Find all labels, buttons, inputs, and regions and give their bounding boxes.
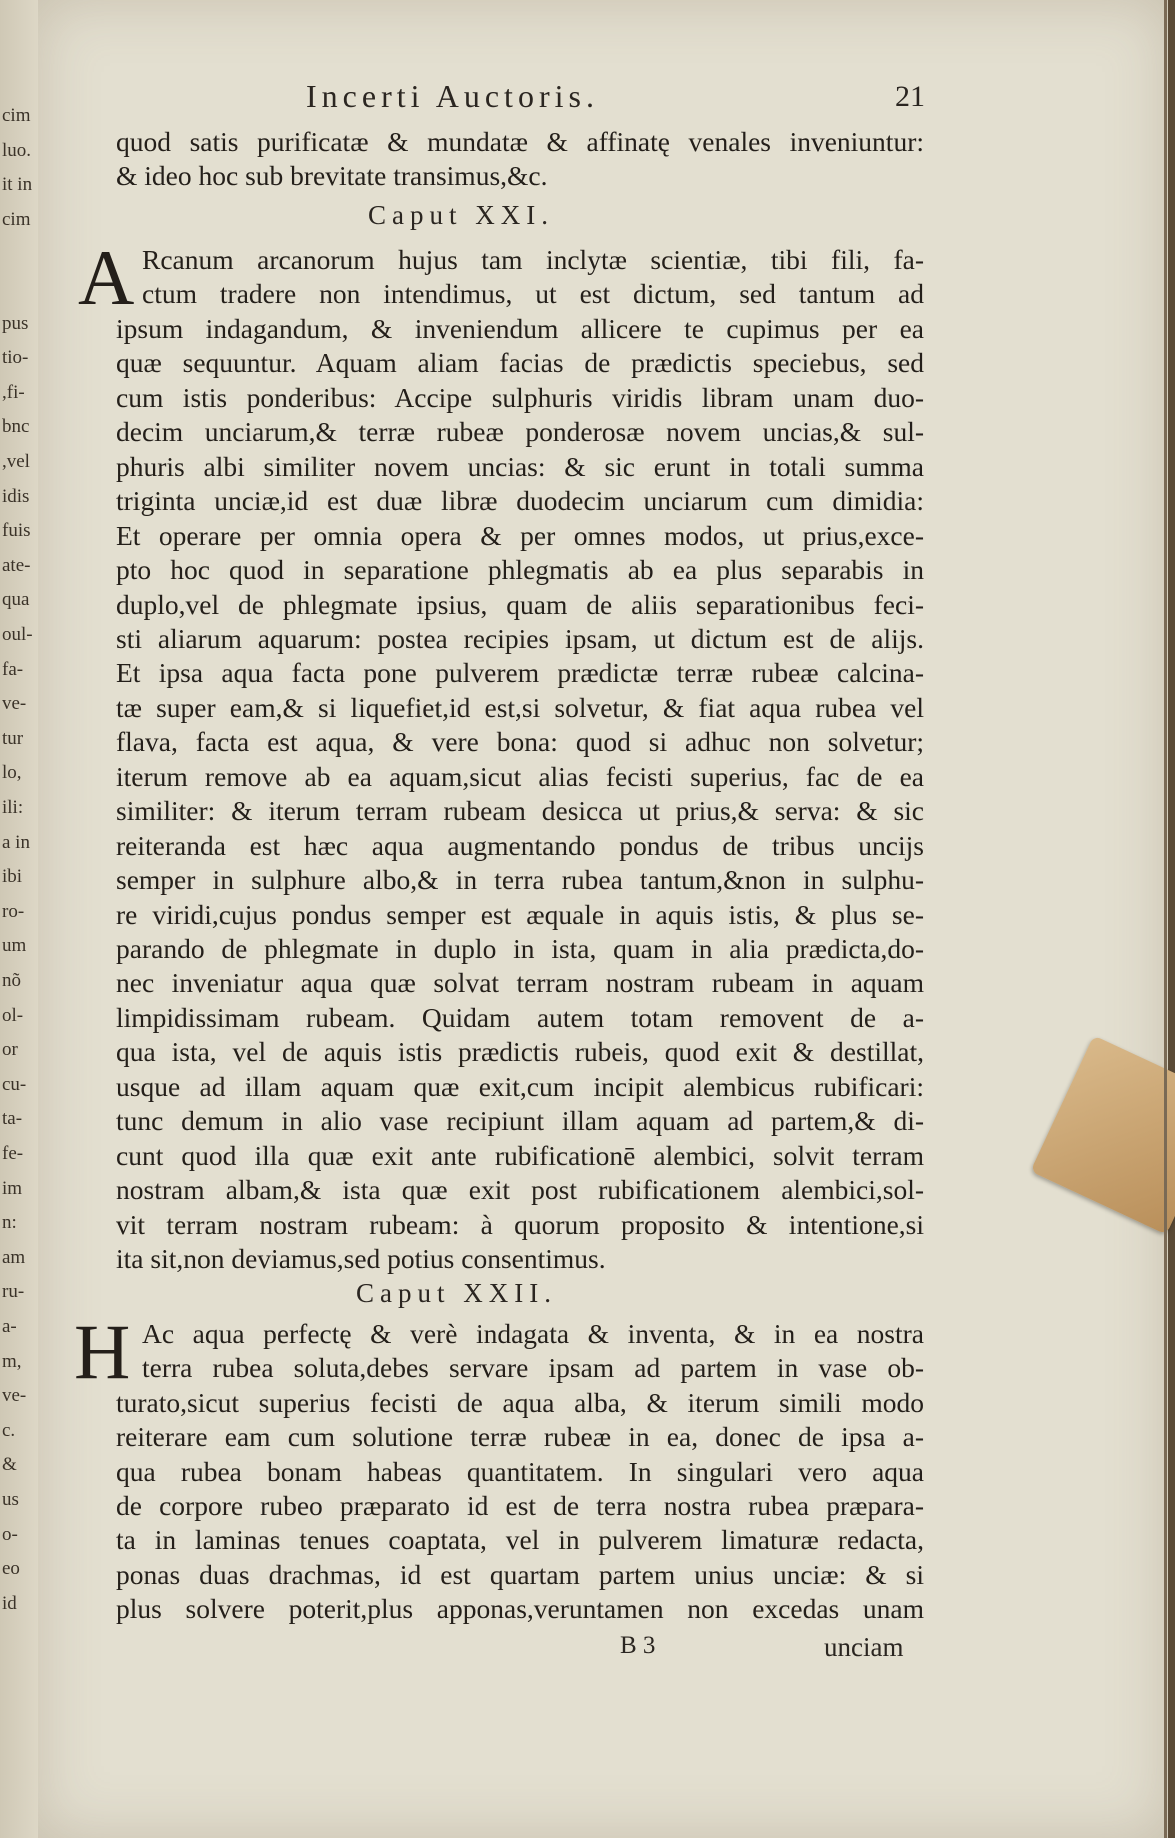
gutter-fragment: tur <box>2 727 24 749</box>
text-line: pto hoc quod in separatione phlegmatis ab ea plus separabis in <box>116 554 924 586</box>
text-line: tunc demum in alio vase recipiunt illam aquam ad partem,& di- <box>116 1105 924 1137</box>
catchword: unciam <box>824 1632 904 1662</box>
text-line: qua ista, vel de aquis istis prædictis rubeis, quod exit & destillat, <box>116 1036 924 1068</box>
text-line: duplo,vel de phlegmate ipsius, quam de aliis separationibus feci- <box>116 588 924 620</box>
chapter-21-heading: Caput XXI. <box>368 200 554 230</box>
text-line: quæ sequuntur. Aquam aliam facias de prædictis speciebus, sed <box>116 347 924 379</box>
text-line: similiter: & iterum terram rubeam desicca ut prius,& serva: & sic <box>116 795 924 827</box>
gutter-fragment: a in <box>2 831 30 853</box>
text-line: parando de phlegmate in duplo in ista, quam in alia prædicta,do- <box>116 933 924 964</box>
text-line: plus solvere poterit,plus apponas,veruntamen non excedas unam <box>116 1593 924 1625</box>
book-page <box>38 0 1168 1838</box>
text-line: ita sit,non deviamus,sed potius consentimus. <box>116 1243 606 1275</box>
gutter-fragment: eo <box>2 1558 20 1580</box>
running-head: Incerti Auctoris. <box>306 78 599 114</box>
gutter-fragment: cu- <box>2 1073 27 1095</box>
drop-cap-initial: A <box>78 234 135 321</box>
gutter-fragment: or <box>2 1039 18 1061</box>
page-edge <box>1164 0 1167 1838</box>
text-line: cum istis ponderibus: Accipe sulphuris viridis libram unam duo- <box>116 381 924 413</box>
text-line: usque ad illam aquam quæ exit,cum incipit alembicus rubificari: <box>116 1070 924 1102</box>
text-line: ta in laminas tenues coaptata, vel in pulverem limaturæ redacta, <box>116 1524 924 1556</box>
text-line: decim unciarum,& terræ rubeæ ponderosæ novem uncias,& sul- <box>116 416 924 448</box>
text-line: semper in sulphure albo,& in terra rubea tantum,&non in sulphu- <box>116 864 924 896</box>
gutter-fragment: cim <box>2 105 31 126</box>
text-line: triginta unciæ,id est duæ libræ duodecim unciarum cum dimidia: <box>116 485 924 517</box>
gutter-fragment: m, <box>2 1350 22 1372</box>
text-line: Et ipsa aqua facta pone pulverem prædictæ terræ rubeæ calcina- <box>116 657 924 689</box>
gutter-fragment: pus <box>2 312 29 334</box>
gutter-fragment: ve- <box>2 1385 27 1407</box>
gutter-fragment: ro- <box>2 900 25 922</box>
text-line: de corpore rubeo præparato id est de terra nostra rubea præpara- <box>116 1490 924 1521</box>
text-line: terra rubea soluta,debes servare ipsam ad partem in vase ob- <box>142 1352 924 1384</box>
gutter-fragment: ve- <box>2 693 27 715</box>
text-line: & ideo hoc sub brevitate transimus,&c. <box>116 160 548 191</box>
gutter-fragment: oul- <box>2 624 33 645</box>
text-line: nec inveniatur aqua quæ solvat terram nostram rubeam in aquam <box>116 967 924 999</box>
text-line: reiteranda est hæc aqua augmentando pondus de tribus uncijs <box>116 829 924 861</box>
text-line: limpidissimam rubeam. Quidam autem totam removent de a- <box>116 1001 924 1033</box>
chapter-22-heading: Caput XXII. <box>356 1278 557 1308</box>
text-line: nostram albam,& ista quæ exit post rubificationem alembici,sol- <box>116 1174 924 1206</box>
text-line: ponas duas drachmas, id est quartam partem unius unciæ: & si <box>116 1558 924 1590</box>
text-line: flava, facta est aqua, & vere bona: quod si adhuc non solvetur; <box>116 726 924 758</box>
gutter-fragment: im <box>2 1177 23 1199</box>
gutter-fragment: ,fi- <box>2 381 25 403</box>
text-line: re viridi,cujus pondus semper est æquale in aquis istis, & plus se- <box>116 898 924 930</box>
text-line: iterum remove ab ea aquam,sicut alias fecisti superius, fac de ea <box>116 760 924 792</box>
gutter-fragment: ol- <box>2 1004 24 1026</box>
text-line: turato,sicut superius fecisti de aqua alba, & iterum simili modo <box>116 1386 924 1418</box>
text-line: cunt quod illa quæ exit ante rubificationē alembici, solvit terram <box>116 1139 924 1171</box>
gutter-fragment: ate- <box>2 554 31 576</box>
drop-cap-initial: H <box>74 1308 131 1395</box>
text-line: Et operare per omnia opera & per omnes modos, ut prius,exce- <box>116 519 924 551</box>
gutter-fragment: nõ <box>2 970 21 991</box>
gutter-fragment: qua <box>2 589 30 611</box>
gutter-fragment: bnc <box>2 416 30 438</box>
gutter-fragment: c. <box>2 1419 16 1441</box>
text-line: phuris albi similiter novem uncias: & sic erunt in totali summa <box>116 450 924 482</box>
text-line: qua rubea bonam habeas quantitatem. In singulari vero aqua <box>116 1455 924 1487</box>
gutter-fragment: fuis <box>2 520 31 542</box>
signature-mark: B 3 <box>620 1632 656 1659</box>
gutter-fragment: a- <box>2 1316 17 1337</box>
text-line: sti aliarum aquarum: postea recipies ipsam, ut dictum est de alijs. <box>116 622 924 654</box>
gutter-fragment: ibi <box>2 866 23 888</box>
gutter-fragment: lo, <box>2 762 22 784</box>
gutter-fragment: n: <box>2 1212 17 1234</box>
gutter-fragment: id <box>2 1592 17 1614</box>
gutter-fragment: luo. <box>2 139 32 161</box>
page-number: 21 <box>895 80 925 113</box>
gutter-fragment: um <box>2 935 27 957</box>
text-line: Ac aqua perfectę & verè indagata & inventa, & in ea nostra <box>142 1318 924 1349</box>
text-line: vit terram nostram rubeam: à quorum proposito & intentione,si <box>116 1208 924 1240</box>
gutter-fragment: tio- <box>2 347 29 369</box>
text-line: ipsum indagandum, & inveniendum allicere te cupimus per ea <box>116 312 924 344</box>
gutter-fragment: ili: <box>2 797 24 818</box>
gutter-fragment: ru- <box>2 1281 25 1303</box>
gutter-fragment: & <box>2 1454 17 1476</box>
text-line: Rcanum arcanorum hujus tam inclytæ scientiæ, tibi fili, fa- <box>142 244 924 275</box>
gutter-fragment: us <box>2 1489 19 1510</box>
gutter-fragment: cim <box>2 208 31 230</box>
gutter-fragment: ta- <box>2 1108 23 1130</box>
gutter-fragment: it in <box>2 174 33 196</box>
gutter-fragment: idis <box>2 485 30 507</box>
gutter-fragment: am <box>2 1246 26 1268</box>
text-line: ctum tradere non intendimus, ut est dictum, sed tantum ad <box>142 278 924 310</box>
gutter-fragment: fa- <box>2 658 24 680</box>
text-line: tæ super eam,& si liquefiet,id est,si solvetur, & fiat aqua rubea vel <box>116 691 924 723</box>
text-line: reiterare eam cum solutione terræ rubeæ in ea, donec de ipsa a- <box>116 1421 924 1453</box>
gutter-fragment: ,vel <box>2 451 30 472</box>
text-line: quod satis purificatæ & mundatæ & affinatę venales inveniuntur: <box>116 126 924 157</box>
gutter-fragment: o- <box>2 1523 18 1545</box>
gutter-fragment: fe- <box>2 1143 24 1164</box>
adjacent-page-margin <box>0 0 38 1838</box>
